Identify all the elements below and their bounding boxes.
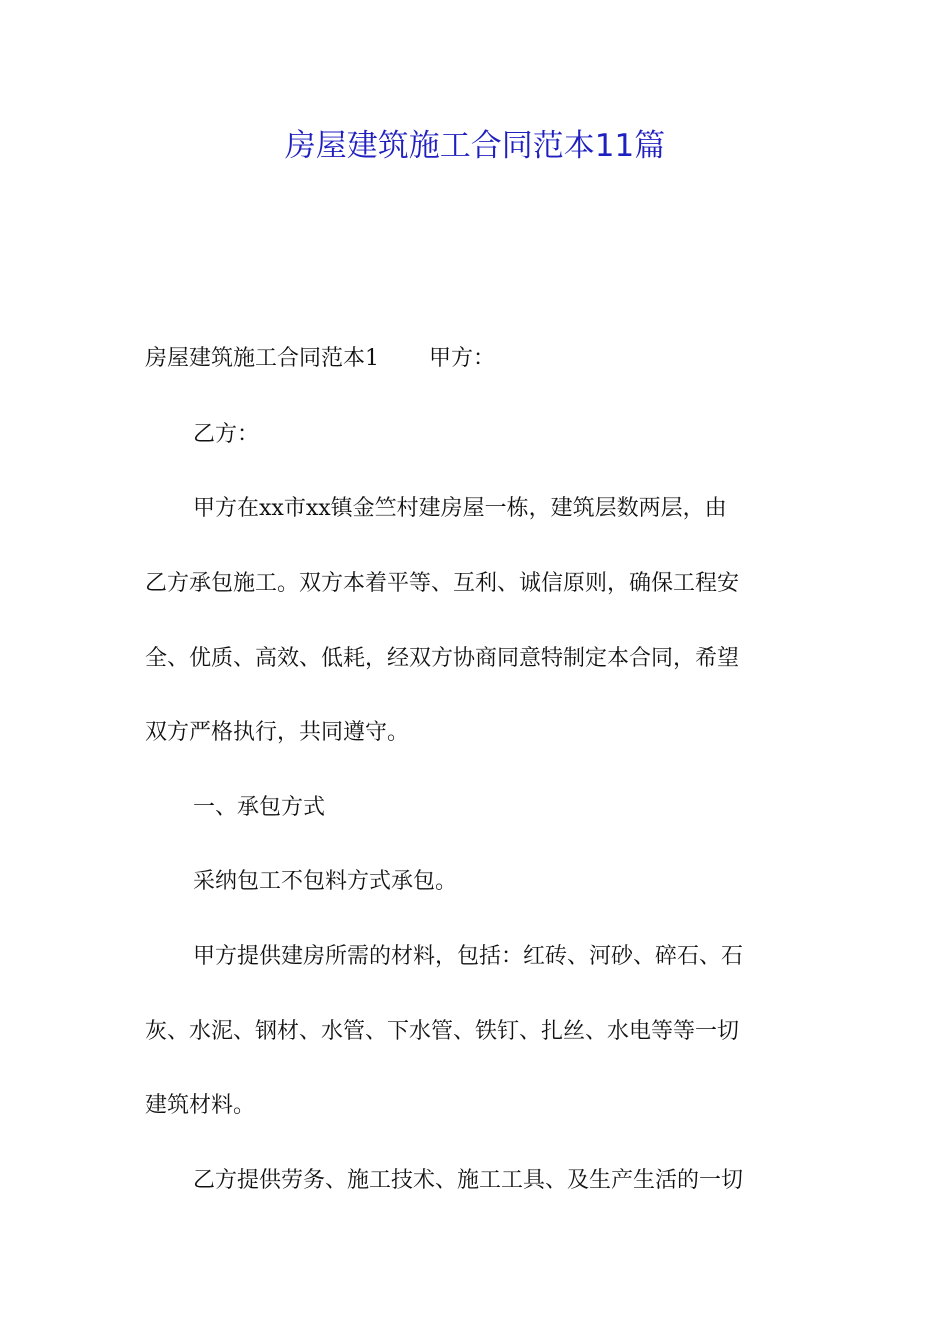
paragraph-line: 甲方提供建房所需的材料，包括：红砖、河砂、碎石、石 bbox=[193, 944, 744, 969]
party-b-label: 乙方： bbox=[193, 422, 260, 447]
paragraph-line: 全、优质、高效、低耗，经双方协商同意特制定本合同，希望 bbox=[145, 646, 740, 671]
paragraph-line: 灰、水泥、钢材、水管、下水管、铁钉、扎丝、水电等等一切 bbox=[145, 1019, 740, 1044]
paragraph-line: 乙方承包施工。双方本着平等、互利、诚信原则，确保工程安 bbox=[145, 571, 740, 596]
section-heading: 一、承包方式 bbox=[193, 795, 326, 820]
paragraph-line: 采纳包工不包料方式承包。 bbox=[193, 869, 458, 894]
paragraph-line: 乙方提供劳务、施工技术、施工工具、及生产生活的一切 bbox=[193, 1168, 744, 1193]
document-title: 房屋建筑施工合同范本11篇 bbox=[284, 128, 666, 164]
contract-heading-line bbox=[145, 344, 805, 374]
party-a-label: 甲方： bbox=[429, 346, 496, 371]
paragraph-line: 甲方在xx市xx镇金竺村建房屋一栋，建筑层数两层，由 bbox=[193, 496, 727, 521]
paragraph-line: 双方严格执行，共同遵守。 bbox=[145, 720, 410, 745]
contract-subtitle: 房屋建筑施工合同范本1 bbox=[145, 346, 379, 371]
paragraph-line: 建筑材料。 bbox=[145, 1093, 256, 1118]
